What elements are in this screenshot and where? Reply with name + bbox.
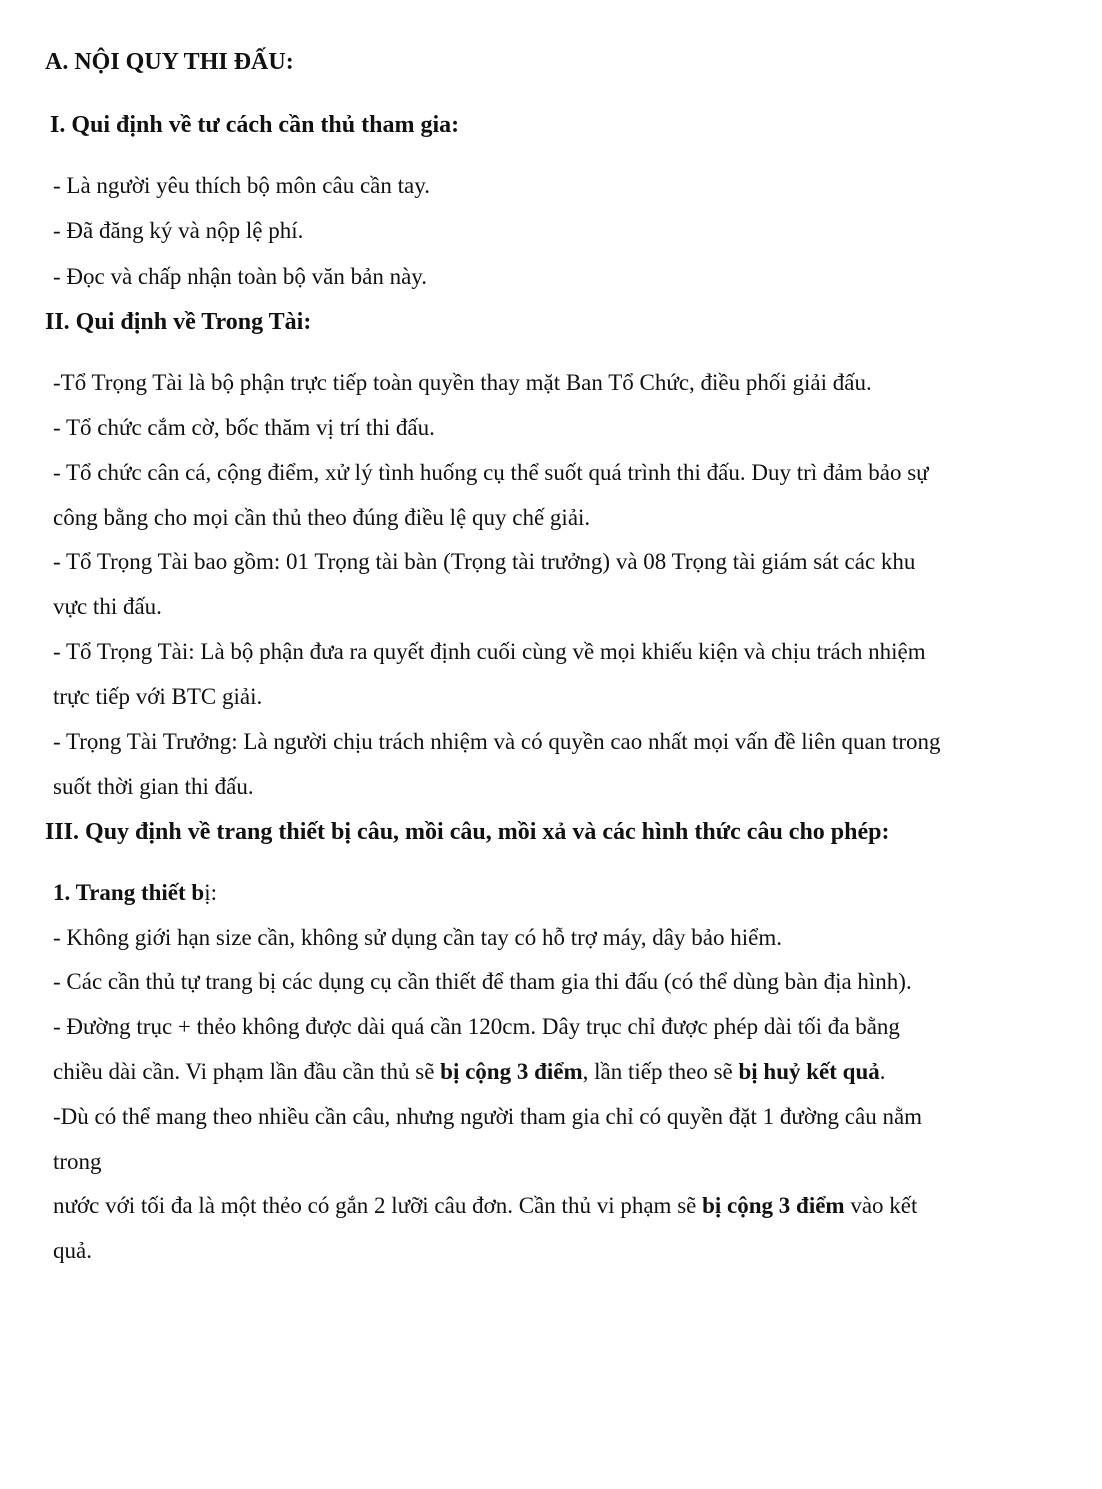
text-run: nước với tối đa là một thẻo có gắn 2 lưỡi câu đơn. Cần thủ vi phạm sẽ	[53, 1193, 703, 1218]
penalty-emphasis: bị cộng 3 điểm	[440, 1059, 583, 1084]
subsection-1-line: - Các cần thủ tự trang bị các dụng cụ cần thiết để tham gia thi đấu (có thể dùng bàn địa hình).	[53, 969, 912, 994]
text-run: .	[879, 1059, 886, 1084]
section-2-line: trực tiếp với BTC giải.	[53, 684, 263, 709]
section-1-item: - Đã đăng ký và nộp lệ phí.	[53, 218, 304, 243]
penalty-emphasis: bị huỷ kết quả	[738, 1059, 880, 1084]
section-2-line: - Tổ chức cắm cờ, bốc thăm vị trí thi đấu.	[53, 415, 435, 440]
text-run: chiều dài cần. Vi phạm lần đầu cần thủ sẽ	[53, 1059, 441, 1084]
subsection-1-title	[53, 878, 217, 908]
subsection-1-line: quả.	[53, 1238, 92, 1263]
penalty-emphasis: bị cộng 3 điểm	[702, 1193, 845, 1218]
section-2-line: - Tổ Trọng Tài bao gồm: 01 Trọng tài bàn (Trọng tài trưởng) và 08 Trọng tài giám sát các khu	[53, 549, 916, 574]
subsection-1-title-bold: 1. Trang thiết b	[53, 880, 205, 905]
section-2-line: suốt thời gian thi đấu.	[53, 774, 254, 799]
subsection-1-line: -Dù có thể mang theo nhiều cần câu, nhưng người tham gia chỉ có quyền đặt 1 đường câu nằm	[53, 1104, 923, 1129]
subsection-1-line	[53, 1057, 886, 1087]
section-1-item: - Đọc và chấp nhận toàn bộ văn bản này.	[53, 264, 428, 289]
section-2-line: - Tổ chức cân cá, cộng điểm, xử lý tình huống cụ thể suốt quá trình thi đấu. Duy trì đảm bảo sự	[53, 460, 929, 485]
subsection-1-line: - Đường trục + thẻo không được dài quá cần 120cm. Dây trục chỉ được phép dài tối đa bằng	[53, 1014, 900, 1039]
section-3-title: III. Quy định về trang thiết bị câu, mồi câu, mồi xả và các hình thức câu cho phép:	[45, 819, 890, 845]
section-2-line: công bằng cho mọi cần thủ theo đúng điều lệ quy chế giải.	[53, 505, 591, 530]
section-a-title: A. NỘI QUY THI ĐẤU:	[45, 49, 294, 75]
section-2-title: II. Qui định về Trong Tài:	[45, 309, 312, 335]
section-2-line: - Trọng Tài Trưởng: Là người chịu trách nhiệm và có quyền cao nhất mọi vấn đề liên quan trong	[53, 729, 941, 754]
section-1-title: I. Qui định về tư cách cần thủ tham gia:	[50, 112, 460, 138]
subsection-1-line: - Không giới hạn size cần, không sử dụng cần tay có hỗ trợ máy, dây bảo hiểm.	[53, 925, 782, 950]
text-run: , lần tiếp theo sẽ	[582, 1059, 739, 1084]
section-2-line: - Tổ Trọng Tài: Là bộ phận đưa ra quyết định cuối cùng về mọi khiếu kiện và chịu trách nhiệm	[53, 639, 926, 664]
section-1-item: - Là người yêu thích bộ môn câu cần tay.	[53, 173, 430, 198]
subsection-1-title-rest: ị:	[204, 880, 217, 905]
section-2-line: -Tổ Trọng Tài là bộ phận trực tiếp toàn quyền thay mặt Ban Tổ Chức, điều phối giải đấu.	[53, 370, 872, 395]
subsection-1-line	[53, 1191, 917, 1221]
subsection-1-line: trong	[53, 1149, 102, 1174]
section-2-line: vực thi đấu.	[53, 594, 162, 619]
text-run: vào kết	[844, 1193, 918, 1218]
